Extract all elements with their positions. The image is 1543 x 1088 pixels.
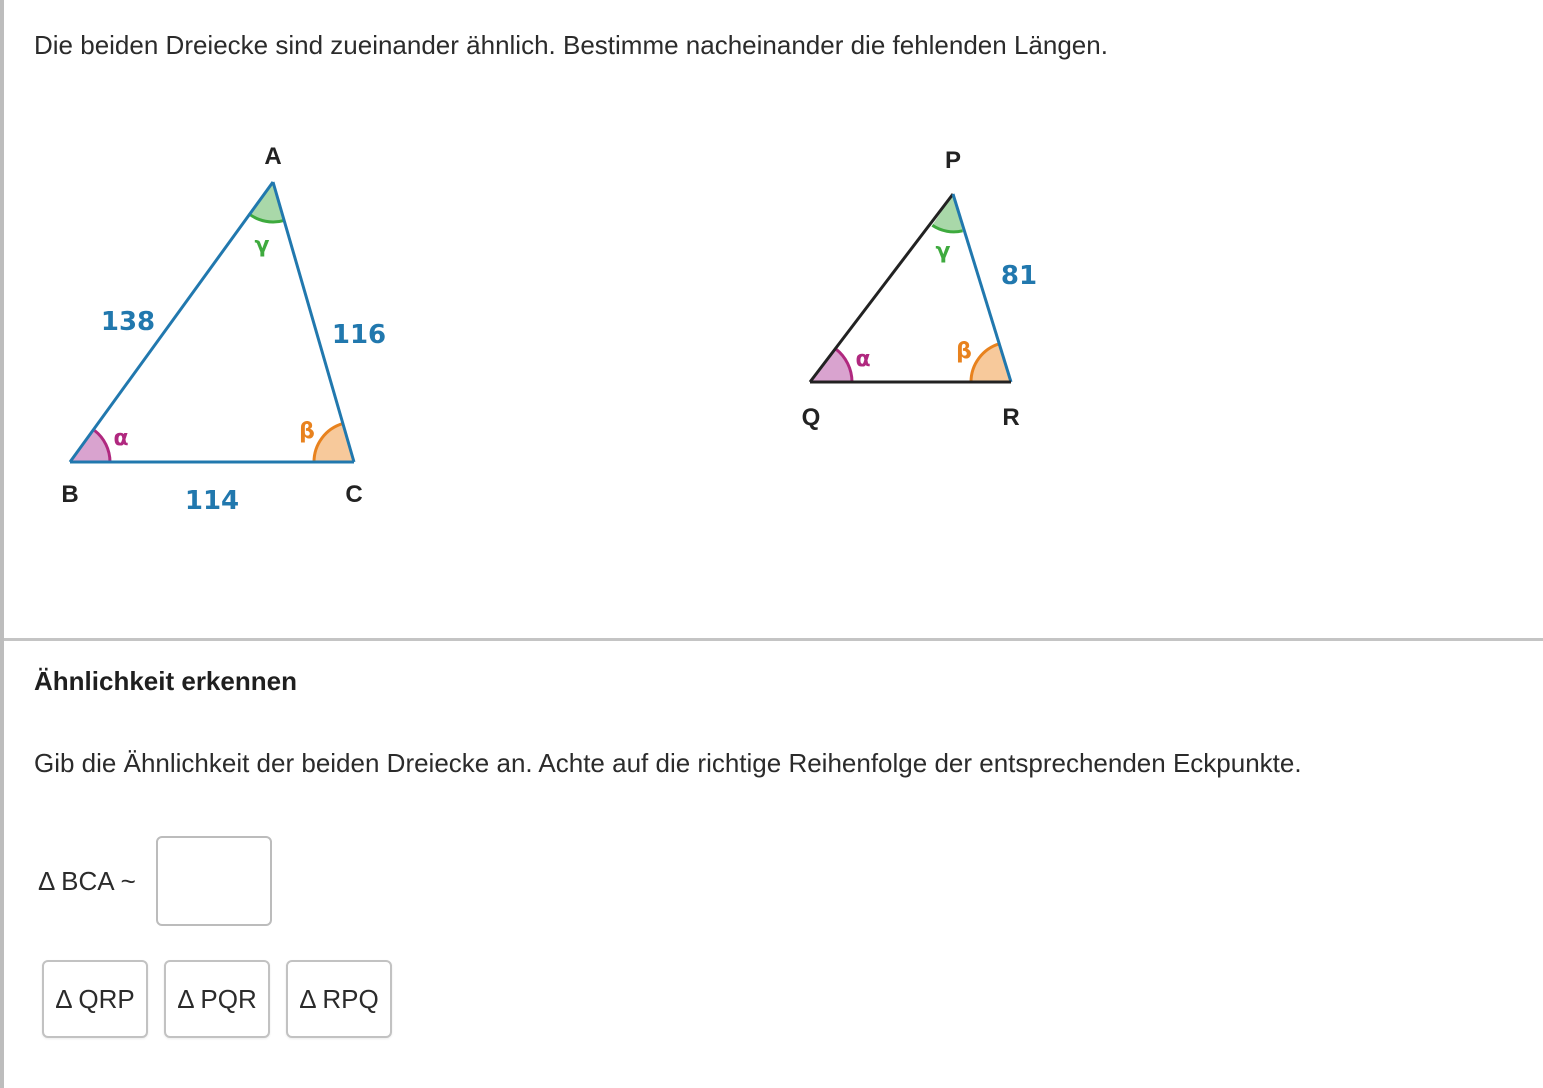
angle-beta-label-small: β [956,339,972,364]
angle-gamma-label-large: γ [254,233,270,258]
angle-beta-label-large: β [299,419,315,444]
side-bc-length: 114 [184,486,240,516]
angle-alpha-label-small: α [855,347,871,372]
instruction-text: Gib die Ähnlichkeit der beiden Dreiecke an. Achte auf die richtige Reihenfolge der entsprechenden Eckpunkte. [34,748,1302,778]
side-pq [810,194,953,382]
side-pr-length: 81 [1000,261,1038,291]
equation-lhs: Δ BCA [38,865,115,896]
triangle-pqr [802,147,1037,431]
vertex-b-label: B [61,481,79,508]
triangles-svg [0,120,1543,520]
vertex-q-label: Q [801,404,821,431]
choice-pqr[interactable]: Δ PQR [164,960,270,1038]
similarity-symbol: ~ [120,865,136,896]
choice-rpq[interactable]: Δ RPQ [286,960,392,1038]
triangles-figure [0,120,1543,520]
angle-alpha-label-large: α [113,426,129,451]
choice-qrp[interactable]: Δ QRP [42,960,148,1038]
angle-gamma-label-small: γ [935,239,951,264]
vertex-c-label: C [345,481,363,508]
answer-choices [42,960,392,1038]
vertex-r-label: R [1002,404,1020,431]
section-divider [4,638,1543,641]
side-ac-length: 116 [331,320,387,350]
side-ab-length: 138 [100,307,156,337]
similarity-equation [38,834,272,928]
section-title: Ähnlichkeit erkennen [34,666,297,696]
answer-drop-zone[interactable] [156,836,272,926]
vertex-a-label: A [264,143,282,170]
vertex-p-label: P [944,147,962,174]
task-intro-text: Die beiden Dreiecke sind zueinander ähnlich. Bestimme nacheinander die fehlenden Längen. [34,30,1108,60]
triangle-abc [61,143,386,516]
